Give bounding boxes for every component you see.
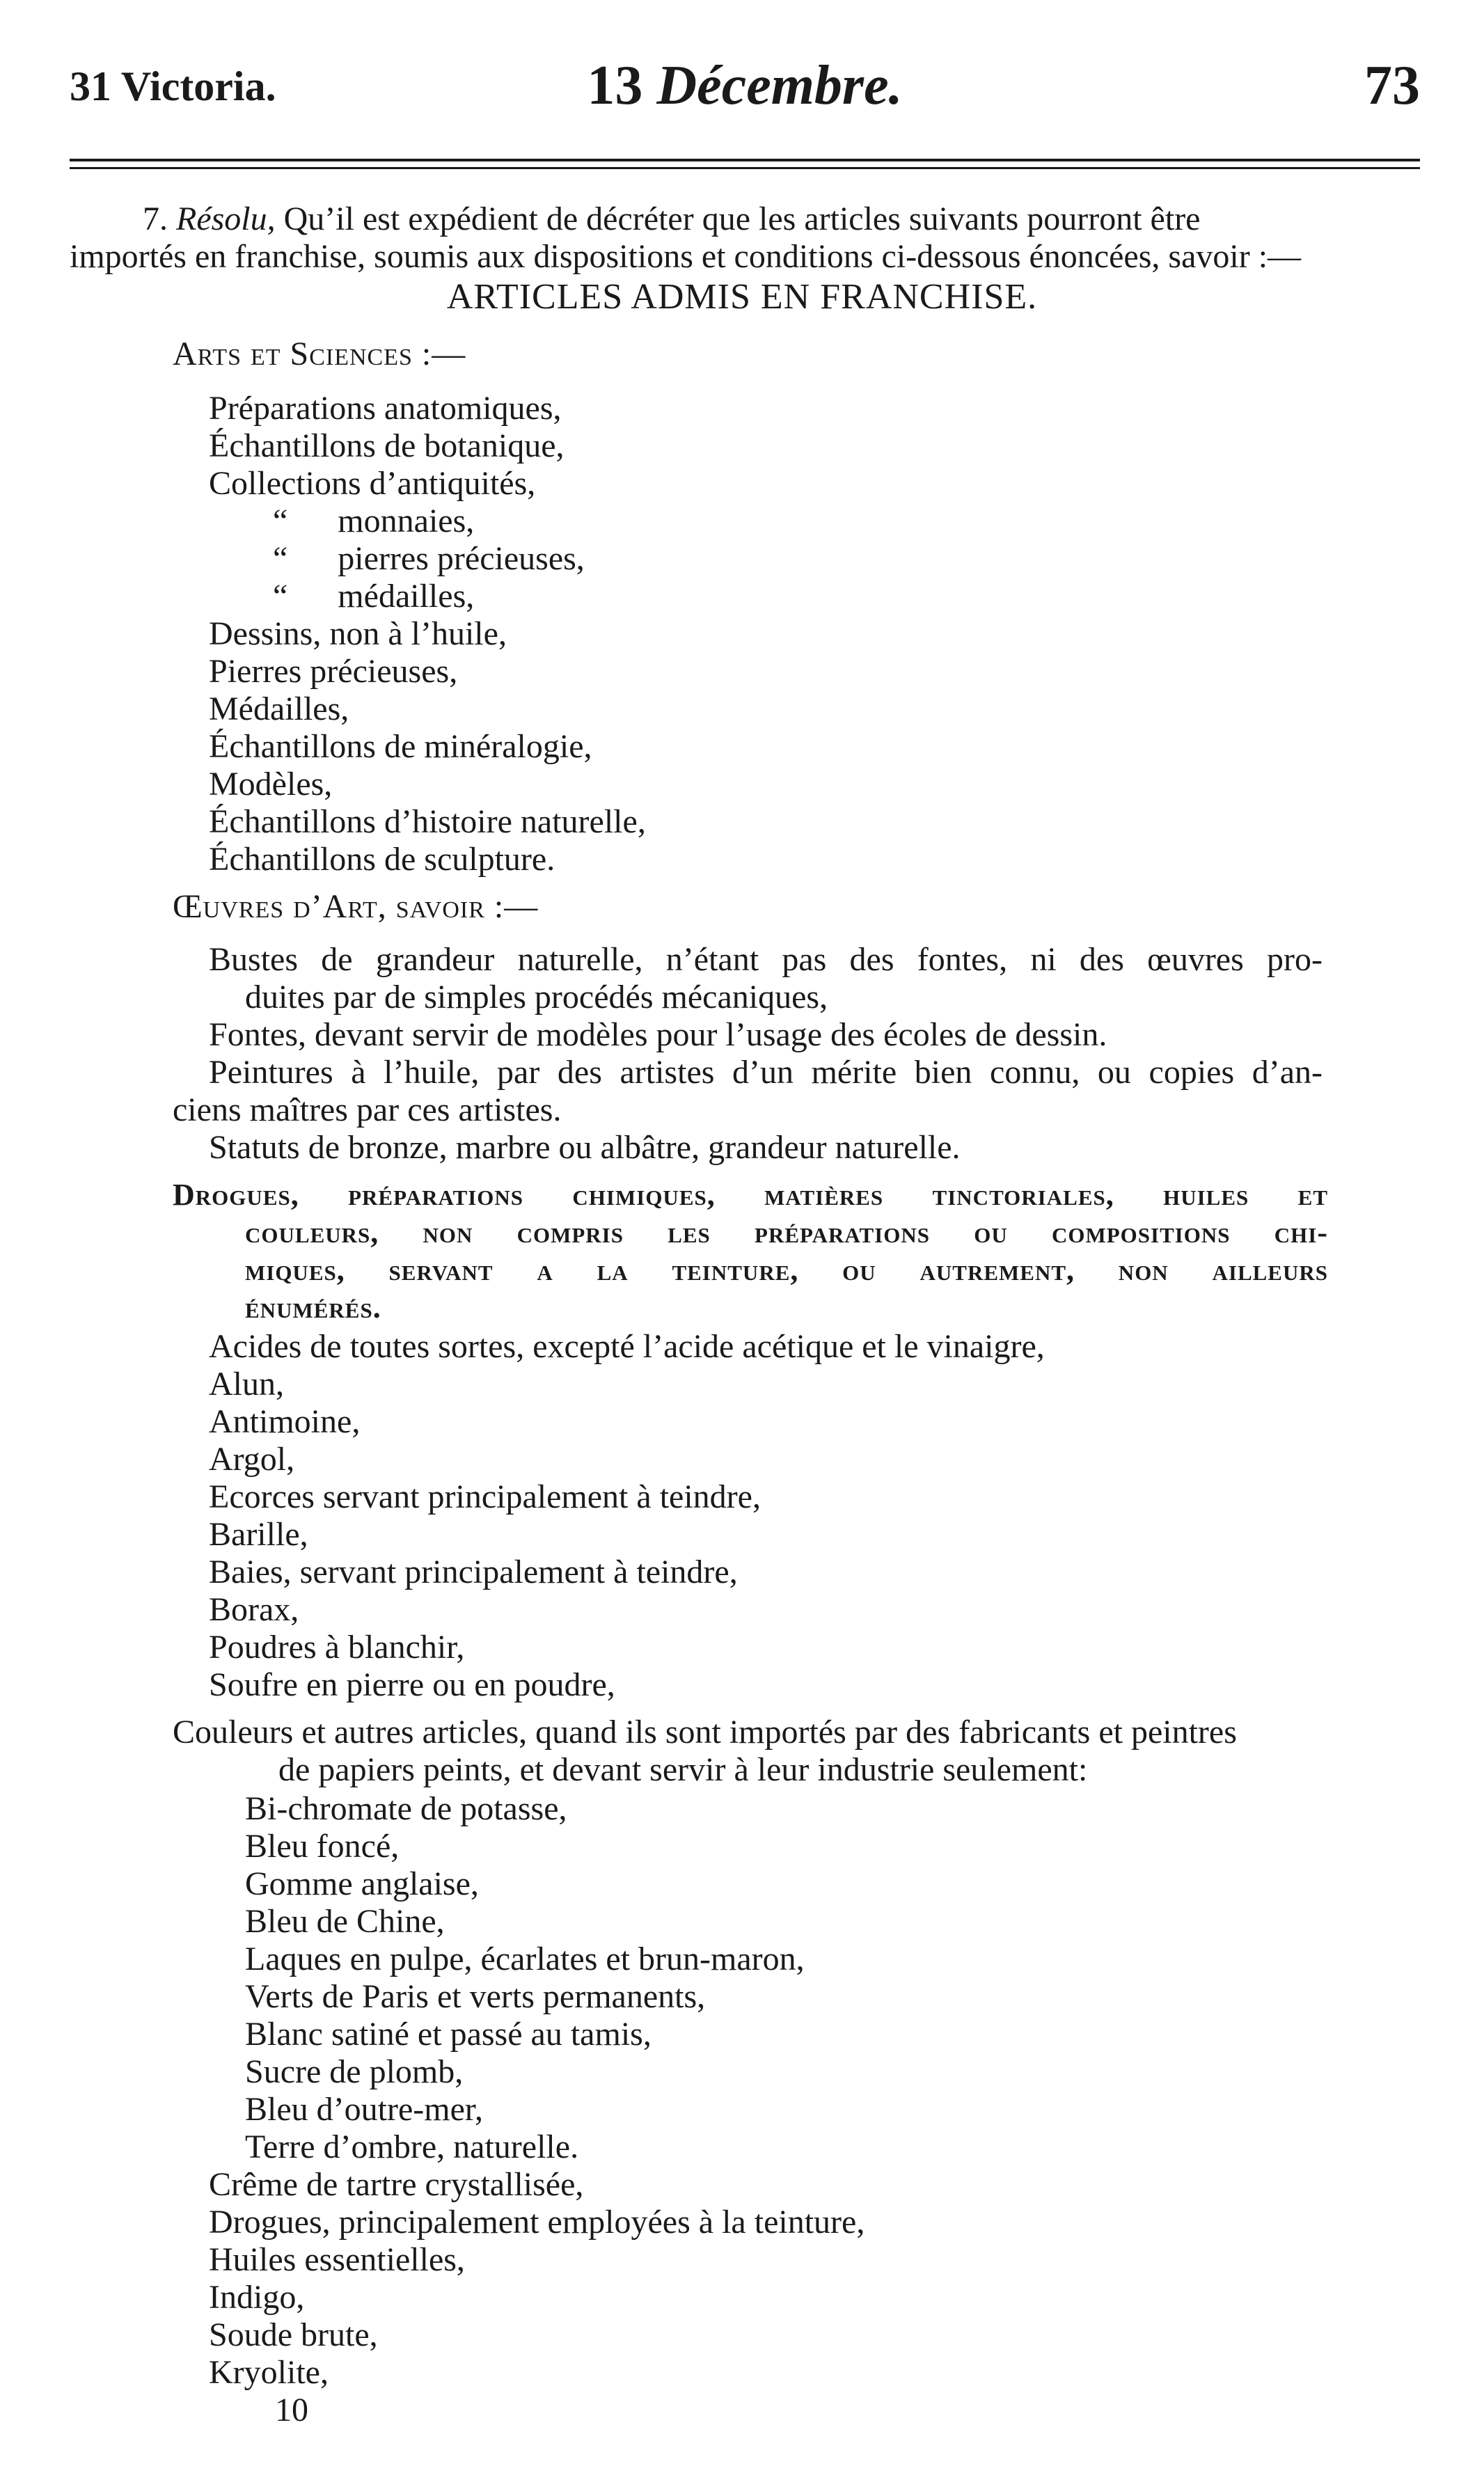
list-item: Terre d’ombre, naturelle. <box>245 2128 579 2165</box>
list-item: Échantillons de sculpture. <box>209 841 555 878</box>
running-header <box>70 54 1420 138</box>
header-day: 13 <box>587 55 643 116</box>
header-month: Décembre. <box>656 55 903 116</box>
list-item: Ecorces servant principalement à teindre, <box>209 1478 761 1515</box>
paragraph-line: ciens maîtres par ces artistes. <box>173 1091 562 1128</box>
list-item: Échantillons d’histoire naturelle, <box>209 803 646 840</box>
header-date <box>70 54 1420 118</box>
resolution-line-1-text: Qu’il est expédient de décréter que les articles suivants pourront être <box>283 200 1201 237</box>
section-heading-oeuvres: Œuvres d’Art, savoir :— <box>173 888 539 925</box>
resolution-line-2: importés en franchise, soumis aux dispositions et conditions ci-dessous énoncées, savoir :— <box>70 238 1302 275</box>
section-heading-couleurs: de papiers peints, et devant servir à leur industrie seulement: <box>278 1751 1088 1788</box>
list-item: Gomme anglaise, <box>245 1865 479 1902</box>
list-item: Poudres à blanchir, <box>209 1629 465 1666</box>
paragraph-line: Statuts de bronze, marbre ou albâtre, grandeur naturelle. <box>209 1129 961 1166</box>
list-item: Dessins, non à l’huile, <box>209 615 507 652</box>
list-item: Indigo, <box>209 2279 305 2316</box>
list-item: Modèles, <box>209 766 333 803</box>
section-heading-arts: Arts et Sciences :— <box>173 335 466 372</box>
section-heading-drogues: miques, servant a la teinture, ou autrement, non ailleurs <box>245 1253 1328 1287</box>
list-item: “ pierres précieuses, <box>273 540 585 577</box>
list-item: Kryolite, <box>209 2354 329 2391</box>
list-item: Crême de tartre crystallisée, <box>209 2166 584 2203</box>
list-item: Soude brute, <box>209 2316 378 2353</box>
header-rule-bottom <box>70 167 1420 169</box>
section-heading-drogues: énumérés. <box>245 1290 381 1325</box>
main-heading: ARTICLES ADMIS EN FRANCHISE. <box>446 277 1038 317</box>
list-item: Laques en pulpe, écarlates et brun-maron, <box>245 1941 805 1977</box>
list-item: “ médailles, <box>273 578 475 615</box>
list-item: Verts de Paris et verts permanents, <box>245 1978 706 2015</box>
paragraph-line: Peintures à l’huile, par des artistes d’un mérite bien connu, ou copies d’an- <box>209 1054 1323 1091</box>
paragraph-line: duites par de simples procédés mécaniques, <box>245 979 828 1016</box>
list-item: Préparations anatomiques, <box>209 390 562 427</box>
resolution-resolu: Résolu, <box>176 200 276 237</box>
header-rule-top <box>70 159 1420 161</box>
paragraph-line: Fontes, devant servir de modèles pour l’usage des écoles de dessin. <box>209 1016 1107 1053</box>
section-heading-drogues: couleurs, non compris les préparations ou compositions chi- <box>245 1215 1328 1249</box>
list-item: Alun, <box>209 1366 284 1403</box>
section-heading-drogues: Drogues, préparations chimiques, matières tinctoriales, huiles et <box>173 1178 1328 1212</box>
header-session: 31 Victoria. <box>70 63 276 109</box>
list-item: Soufre en pierre ou en poudre, <box>209 1666 615 1703</box>
list-item: Bi-chromate de potasse, <box>245 1790 567 1827</box>
list-item: Drogues, principalement employées à la teinture, <box>209 2204 865 2241</box>
list-item: Bleu d’outre-mer, <box>245 2091 483 2128</box>
list-item: “ monnaies, <box>273 503 475 539</box>
list-item: Médailles, <box>209 690 349 727</box>
list-item: Échantillons de minéralogie, <box>209 728 592 765</box>
list-item: Pierres précieuses, <box>209 653 458 690</box>
list-item: Collections d’antiquités, <box>209 465 536 502</box>
section-heading-couleurs: Couleurs et autres articles, quand ils sont importés par des fabricants et peintres <box>173 1714 1237 1751</box>
list-item: Barille, <box>209 1516 308 1553</box>
list-item: Bleu de Chine, <box>245 1903 445 1940</box>
resolution-number: 7. <box>143 200 168 237</box>
list-item: Blanc satiné et passé au tamis, <box>245 2016 652 2053</box>
list-item: Antimoine, <box>209 1403 361 1440</box>
list-item: Argol, <box>209 1441 295 1478</box>
list-item: Acides de toutes sortes, excepté l’acide acétique et le vinaigre, <box>209 1328 1045 1365</box>
resolution-line-1 <box>143 200 1416 238</box>
list-item: Sucre de plomb, <box>245 2053 464 2090</box>
list-item: Huiles essentielles, <box>209 2241 465 2278</box>
signature-mark: 10 <box>275 2392 308 2428</box>
page-number: 73 <box>1364 55 1420 116</box>
paragraph-line: Bustes de grandeur naturelle, n’étant pas des fontes, ni des œuvres pro- <box>209 941 1323 978</box>
list-item: Baies, servant principalement à teindre, <box>209 1554 738 1590</box>
list-item: Échantillons de botanique, <box>209 427 565 464</box>
list-item: Bleu foncé, <box>245 1828 400 1865</box>
list-item: Borax, <box>209 1591 299 1628</box>
